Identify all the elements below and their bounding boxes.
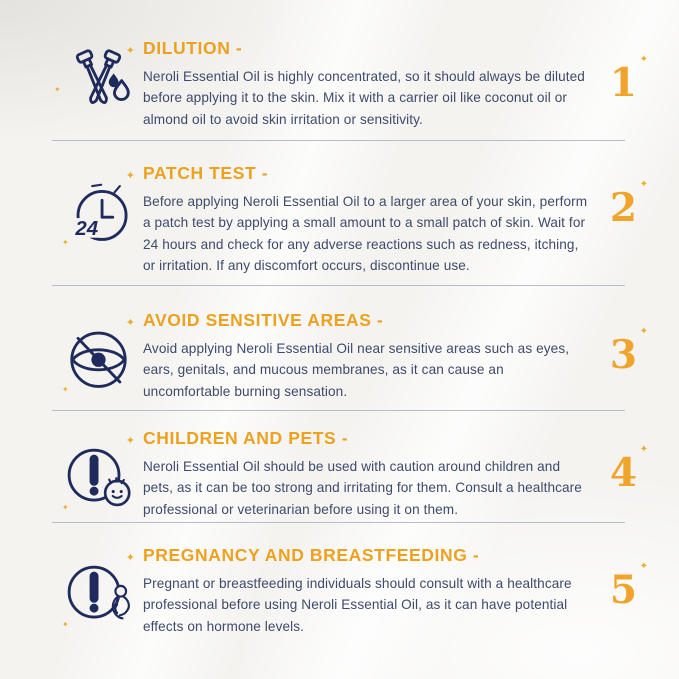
- section-body: Before applying Neroli Essential Oil to a larger area of your skin, perform a patch test by applying a small amount to a small patch of skin. Wait for 24 hours and check for any adverse reactions such as redness, itching, or irritation. If any discomfort occurs, discontinue use.: [143, 194, 588, 274]
- section-number: [609, 561, 648, 613]
- number-text: 2: [609, 185, 637, 231]
- section-body: Pregnant or breastfeeding individuals should consult with a healthcare professional before using Neroli Essential Oil, as it can have potential effects on hormone levels.: [143, 576, 572, 634]
- section-number: [609, 54, 648, 106]
- caution-child-icon: [54, 430, 143, 522]
- section-body: Avoid applying Neroli Essential Oil near sensitive areas such as eyes, ears, genitals, and mucous membranes, as it can cause an uncomfortable burning sensation.: [143, 341, 570, 399]
- sparkle-icon: ✦: [639, 561, 648, 572]
- section-children-and-pets: [0, 411, 679, 522]
- sparkle-icon: ✦: [62, 238, 69, 247]
- section-patch-test: [0, 141, 679, 285]
- section-dilution: [0, 0, 679, 140]
- section-number: [609, 179, 648, 231]
- section-number: [609, 326, 648, 378]
- sparkle-icon: ✦: [639, 444, 648, 455]
- no-eye-icon: [54, 312, 143, 404]
- dropper-dilution-icon: [54, 40, 143, 132]
- number-text: 3: [609, 332, 637, 378]
- clock-24h-icon: [54, 165, 143, 257]
- sparkle-icon: ✦: [639, 54, 648, 65]
- sparkle-icon: ✦: [125, 45, 135, 57]
- section-heading: DILUTION -: [143, 38, 243, 58]
- section-pregnancy-and-breastfeeding: [0, 523, 679, 639]
- section-heading: CHILDREN AND PETS -: [143, 428, 349, 448]
- section-body: Neroli Essential Oil is highly concentrated, so it should always be diluted before applying it to the skin. Mix it with a carrier oil like coconut oil or almond oil to avoid skin irritation or sensitivity.: [143, 69, 585, 127]
- number-text: 1: [609, 60, 637, 106]
- section-heading: PREGNANCY AND BREASTFEEDING -: [143, 545, 480, 565]
- number-text: 5: [609, 567, 637, 613]
- sparkle-icon: ✦: [125, 435, 135, 447]
- section-number: [609, 444, 648, 496]
- clock-24-label: 24: [75, 217, 99, 241]
- sparkle-icon: ✦: [62, 385, 69, 394]
- sparkle-icon: ✦: [125, 552, 135, 564]
- sparkle-icon: ✦: [125, 170, 135, 182]
- section-heading: PATCH TEST -: [143, 163, 269, 183]
- sparkle-icon: ✦: [639, 326, 648, 337]
- section-heading: AVOID SENSITIVE AREAS -: [143, 310, 384, 330]
- section-avoid-sensitive-areas: [0, 286, 679, 410]
- sparkle-icon: ✦: [62, 620, 69, 629]
- sparkle-icon: ✦: [62, 503, 69, 512]
- sparkle-icon: ✦: [639, 179, 648, 190]
- sparkle-icon: ✦: [125, 317, 135, 329]
- section-body: Neroli Essential Oil should be used with caution around children and pets, as it can be too strong and irritating for them. Consult a healthcare professional or veterinarian before using it on them.: [143, 459, 582, 517]
- sparkle-icon: ✦: [54, 85, 61, 94]
- caution-pregnancy-icon: [54, 547, 143, 639]
- number-text: 4: [609, 450, 637, 496]
